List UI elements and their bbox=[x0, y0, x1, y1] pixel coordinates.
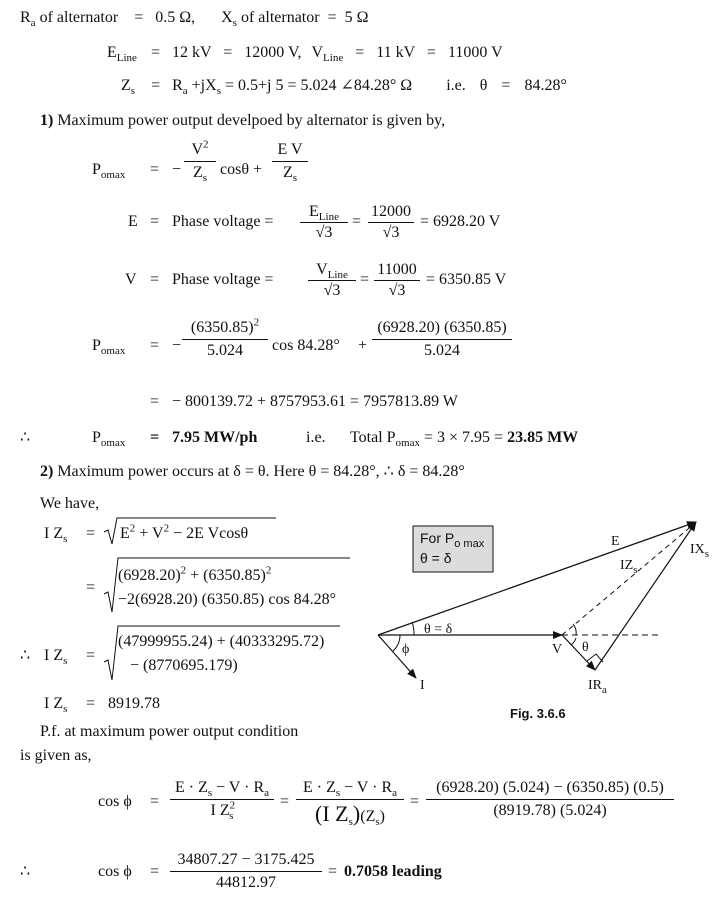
e-phase-label: E bbox=[128, 213, 138, 230]
legend-line1: For $P_{o max}$ bbox=[420, 530, 485, 550]
label-theta: θ bbox=[582, 640, 589, 655]
final-ie: i.e. bbox=[306, 429, 326, 446]
pomax-label: $P_{omax}$ bbox=[92, 161, 126, 182]
label-izs: $IZ_s$ bbox=[620, 558, 638, 576]
e-phase-result: = 6928.20 V bbox=[420, 213, 501, 230]
result-eq: = bbox=[150, 393, 160, 410]
pf-frac1: $\frac{E \cdot Z_s - V \cdot R_a}{I Z^2_s}$ bbox=[170, 778, 274, 821]
given-line-ra-xs: $R_a$ of alternator = 0.5 Ω, $X_s$ of alternator = 5 Ω bbox=[20, 9, 369, 30]
pf-final-frac: $\frac{34807.27 - 3175.425}{44812.97}$ bbox=[170, 850, 322, 893]
given-line-impedance: $Z_s = R_a +jX_s = 0.5+j$ 5 = 5.024 ∠84.28° Ω i.e. θ = 84.28° bbox=[121, 77, 567, 98]
izs-phasor bbox=[562, 524, 694, 635]
pf-eq2: = bbox=[280, 793, 290, 810]
row3-therefore: ∴ bbox=[20, 647, 31, 664]
final-pomax: $P_{omax}$ bbox=[92, 429, 126, 450]
pf-eq3: = bbox=[410, 793, 420, 810]
row1-radicand: $E^2 + V^2 - 2E$ Vcosθ bbox=[120, 522, 249, 542]
final-eq: = bbox=[150, 429, 160, 446]
figure-caption: Fig. 3.6.6 bbox=[510, 706, 566, 721]
pomax-frac1: $\frac{V^2}{Z_s}$ bbox=[184, 140, 216, 183]
row1-eq: = bbox=[86, 525, 96, 542]
sub-plus: + bbox=[358, 337, 368, 354]
e-phase-text: Phase voltage = bbox=[172, 213, 274, 230]
izs-label-3: I $Z_s$ bbox=[44, 695, 68, 716]
pf-final-eq: = bbox=[150, 863, 160, 880]
result-expr: − 800139.72 + 8757953.61 = 7957813.89 W bbox=[172, 393, 458, 410]
legend-line2: θ = δ bbox=[420, 550, 452, 566]
e-phase-frac2: $\frac{12000}{√3}$ bbox=[368, 203, 414, 242]
pomax-minus: − bbox=[172, 161, 182, 178]
e-phase-eq2: = bbox=[352, 213, 362, 230]
e-phase-frac1: $E_{Line}$ √3 bbox=[300, 203, 348, 242]
final-value: 7.95 MW/ph bbox=[172, 429, 258, 446]
sub-cos: cos 84.28° bbox=[272, 337, 340, 354]
label-phi: ϕ bbox=[402, 642, 410, 657]
row2-bottom: −2(6928.20) (6350.85) cos 84.28° bbox=[118, 591, 337, 608]
sub-frac1: $\frac{(6350.85)^2}{5.024}$ bbox=[182, 318, 268, 361]
delta-arc bbox=[412, 622, 414, 635]
v-phase-eq2: = bbox=[360, 271, 370, 288]
pomax-cos: cosθ + bbox=[220, 161, 263, 178]
row2-top: $(6928.20)^2 + (6350.85)^2$ bbox=[118, 564, 272, 584]
part1-heading: 1) Maximum power output develpoed by alternator is given by, bbox=[40, 112, 446, 129]
v-phase-label: V bbox=[125, 271, 137, 288]
izs-label-1: I $Z_s$ bbox=[44, 525, 68, 546]
pf-frac2: $\frac{E \cdot Z_s - V \cdot R_a}{(I Z_s)(Z_s)}$ bbox=[296, 778, 404, 827]
label-ixs: $IX_s$ bbox=[690, 542, 710, 560]
theta-arc-v bbox=[573, 624, 576, 635]
label-theta-delta: θ = δ bbox=[424, 622, 453, 637]
row4-eq: = bbox=[86, 695, 96, 712]
pf-frac3: $\frac{(6928.20) (5.024) - (6350.85) (0.5)}{(8919.78) (5.024)}$ bbox=[426, 778, 674, 821]
pf-final-cos: cos ϕ bbox=[98, 863, 132, 880]
pf-line1: P.f. at maximum power output condition bbox=[40, 723, 299, 740]
label-e: E bbox=[611, 534, 620, 549]
e-phase-eq: = bbox=[150, 213, 160, 230]
pf-final-therefore: ∴ bbox=[20, 863, 31, 880]
row4-value: 8919.78 bbox=[108, 695, 160, 712]
pf-final-value: 0.7058 leading bbox=[344, 863, 442, 880]
label-ira: $IR_a$ bbox=[588, 678, 607, 696]
pomax-frac2: $\frac{\text{E V}}{Z_s}$ bbox=[272, 140, 308, 183]
sub-frac2: $\frac{(6928.20) (6350.85)}{5.024}$ bbox=[372, 318, 512, 361]
label-v: V bbox=[552, 642, 563, 657]
sub-eq: = bbox=[150, 337, 160, 354]
theta-arc-v2 bbox=[571, 638, 576, 645]
v-phase-frac2: $\frac{11000}{√3}$ bbox=[374, 261, 420, 300]
v-phase-text: Phase voltage = bbox=[172, 271, 274, 288]
row2-eq: = bbox=[86, 579, 96, 596]
row3-top: (47999955.24) + (40333295.72) bbox=[118, 633, 325, 650]
row3-eq: = bbox=[86, 647, 96, 664]
phi-arc bbox=[393, 635, 400, 651]
pf-eq: = bbox=[150, 793, 160, 810]
v-phase-result: = 6350.85 V bbox=[426, 271, 507, 288]
ira-phasor bbox=[562, 635, 595, 670]
pf-final-eq2: = bbox=[328, 863, 338, 880]
pf-cos-label: cos ϕ bbox=[98, 793, 132, 810]
sub-minus: − bbox=[172, 337, 182, 354]
given-line-voltages: $E_{Line} = 12$ kV = 12000 V, $V_{Line} = 11$ kV = 11000 V bbox=[107, 44, 503, 65]
v-phase-frac1: $V_{Line}$ √3 bbox=[308, 261, 356, 300]
izs-label-2: I $Z_s$ bbox=[44, 647, 68, 668]
final-therefore: ∴ bbox=[20, 429, 31, 446]
v-phase-eq: = bbox=[150, 271, 160, 288]
i-phasor bbox=[378, 635, 416, 678]
part2-heading: 2) Maximum power occurs at δ = θ. Here θ = 84.28°, ∴ δ = 84.28° bbox=[40, 463, 465, 480]
pf-line2: is given as, bbox=[20, 747, 92, 764]
label-i: I bbox=[420, 678, 425, 693]
row3-bottom: − (8770695.179) bbox=[130, 657, 238, 674]
final-total: Total $P_{omax} = 3 \times 7.95 = 23.85$ MW bbox=[350, 429, 579, 450]
we-have: We have, bbox=[40, 495, 100, 512]
pomax-eq: = bbox=[150, 161, 160, 178]
pomax-label-2: $P_{omax}$ bbox=[92, 337, 126, 358]
